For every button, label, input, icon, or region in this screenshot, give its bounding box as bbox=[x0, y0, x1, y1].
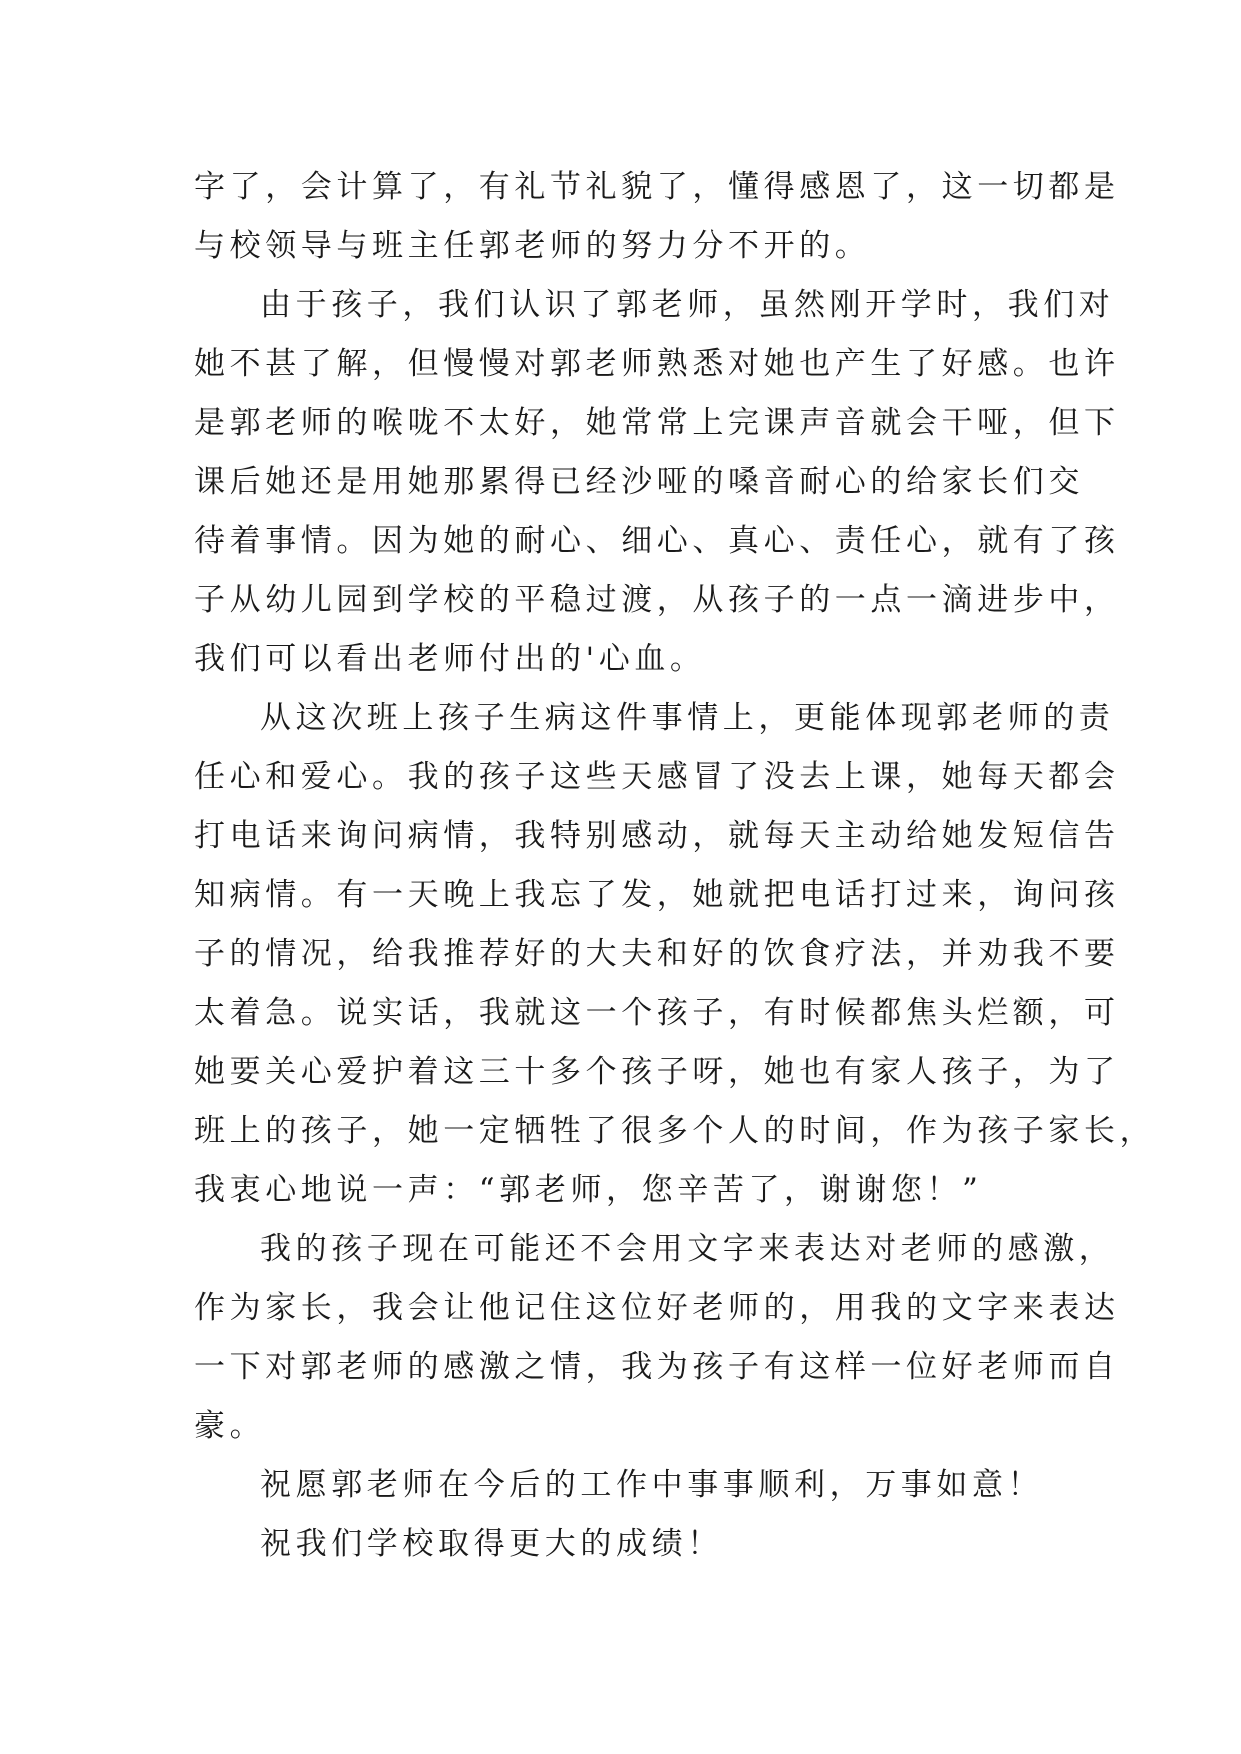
text-line: 一下对郭老师的感激之情，我为孩子有这样一位好老师而自 bbox=[194, 1349, 1120, 1385]
text-line: 她要关心爱护着这三十多个孩子呀，她也有家人孩子，为了 bbox=[194, 1054, 1120, 1090]
text-line: 字了，会计算了，有礼节礼貌了，懂得感恩了，这一切都是 bbox=[194, 169, 1120, 205]
text-line: 作为家长，我会让他记住这位好老师的，用我的文字来表达 bbox=[194, 1290, 1120, 1326]
text-line: 班上的孩子，她一定牺牲了很多个人的时间，作为孩子家长， bbox=[194, 1113, 1156, 1149]
text-line: 祝愿郭老师在今后的工作中事事顺利，万事如意！ bbox=[260, 1467, 1044, 1503]
text-line: 子的情况，给我推荐好的大夫和好的饮食疗法，并劝我不要 bbox=[194, 936, 1120, 972]
text-line: 我衷心地说一声：“郭老师，您辛苦了，谢谢您！” bbox=[194, 1172, 983, 1208]
text-line: 待着事情。因为她的耐心、细心、真心、责任心，就有了孩 bbox=[194, 523, 1120, 559]
document-body bbox=[194, 158, 1156, 1574]
text-line: 她不甚了解，但慢慢对郭老师熟悉对她也产生了好感。也许 bbox=[194, 346, 1120, 382]
text-line: 课后她还是用她那累得已经沙哑的嗓音耐心的给家长们交 bbox=[194, 464, 1084, 500]
text-line: 祝我们学校取得更大的成绩！ bbox=[260, 1526, 723, 1562]
text-line: 豪。 bbox=[194, 1408, 266, 1444]
text-line: 子从幼儿园到学校的平稳过渡，从孩子的一点一滴进步中， bbox=[194, 582, 1120, 618]
text-line: 我的孩子现在可能还不会用文字来表达对老师的感激， bbox=[260, 1231, 1115, 1267]
text-line: 从这次班上孩子生病这件事情上，更能体现郭老师的责 bbox=[260, 700, 1115, 736]
text-line: 我们可以看出老师付出的'心血。 bbox=[194, 641, 706, 677]
text-line: 太着急。说实话，我就这一个孩子，有时候都焦头烂额，可 bbox=[194, 995, 1120, 1031]
text-line: 与校领导与班主任郭老师的努力分不开的。 bbox=[194, 228, 871, 264]
text-line: 打电话来询问病情，我特别感动，就每天主动给她发短信告 bbox=[194, 818, 1120, 854]
text-line: 由于孩子，我们认识了郭老师，虽然刚开学时，我们对 bbox=[260, 287, 1115, 323]
text-line: 知病情。有一天晚上我忘了发，她就把电话打过来，询问孩 bbox=[194, 877, 1120, 913]
text-line: 是郭老师的喉咙不太好，她常常上完课声音就会干哑，但下 bbox=[194, 405, 1120, 441]
text-line: 任心和爱心。我的孩子这些天感冒了没去上课，她每天都会 bbox=[194, 759, 1120, 795]
